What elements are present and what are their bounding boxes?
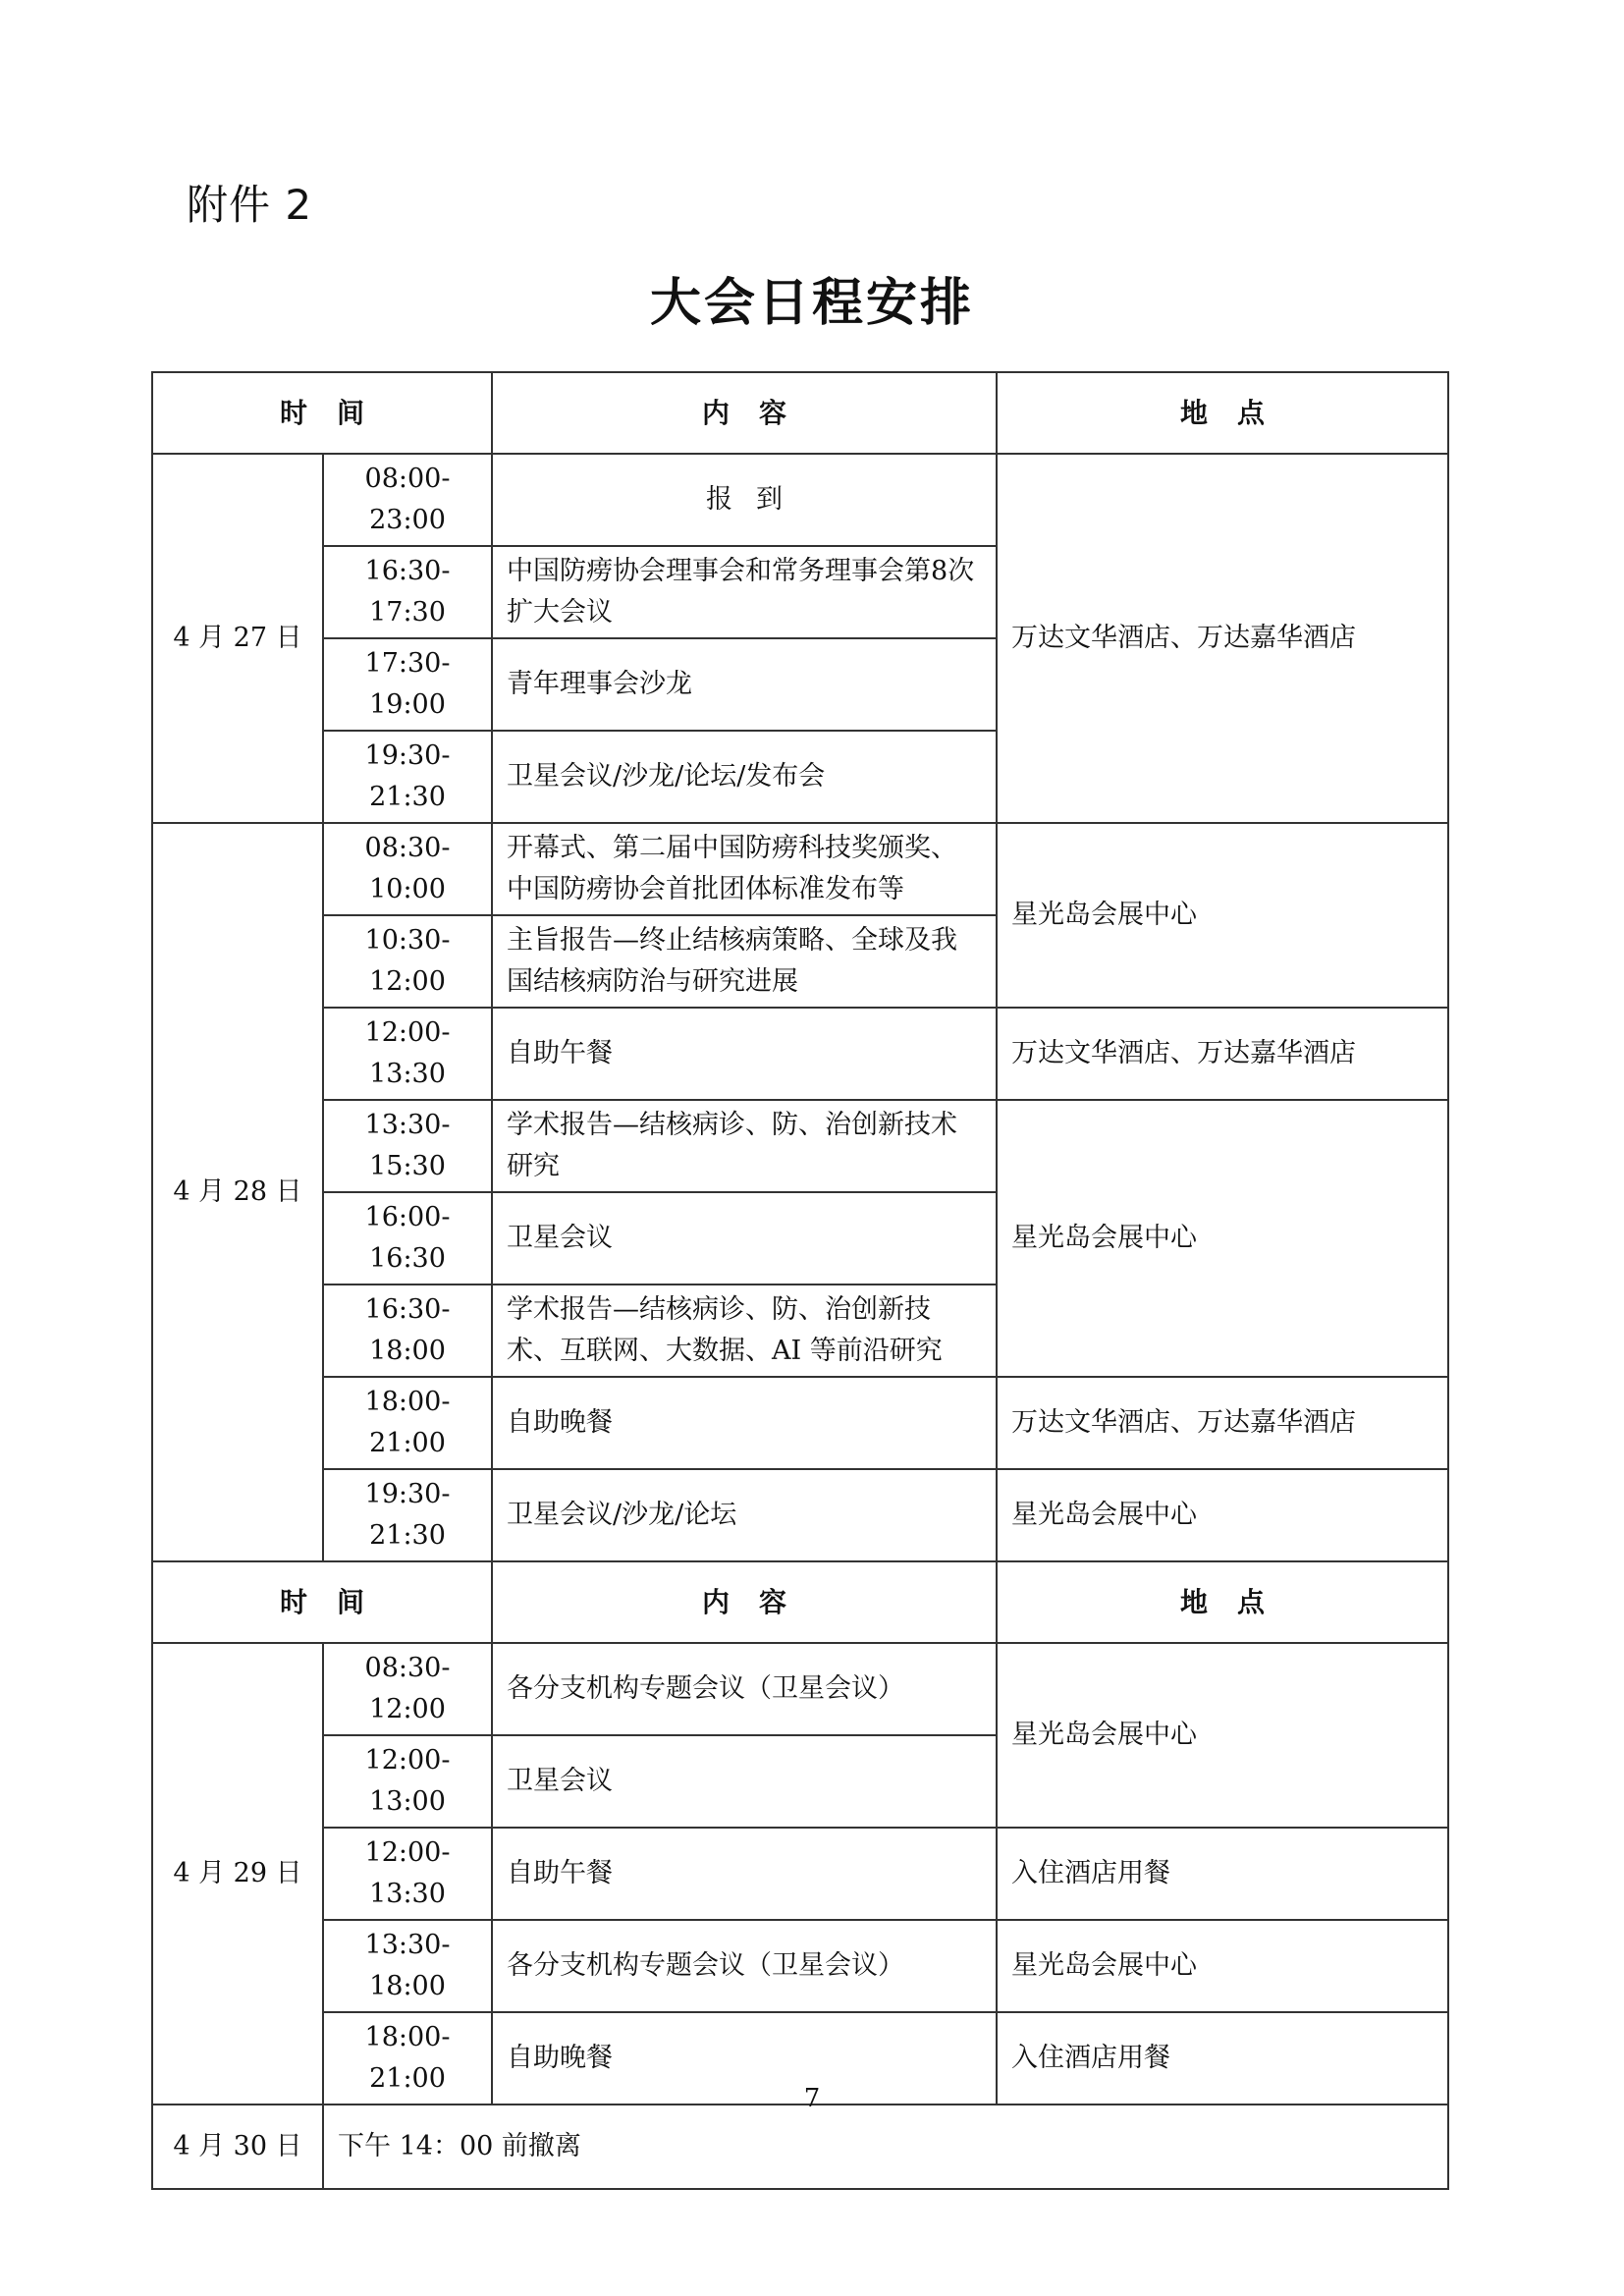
time-cell: 08:00-23:00	[323, 454, 492, 546]
time-cell: 12:00-13:30	[323, 1008, 492, 1100]
time-cell: 16:30-17:30	[323, 546, 492, 638]
header-content: 内容	[492, 1561, 997, 1643]
table-row	[152, 1377, 1448, 1469]
table-row	[152, 823, 1448, 915]
header-location: 地点	[997, 1561, 1448, 1643]
location-cell: 星光岛会展中心	[997, 1643, 1448, 1828]
attachment-label: 附件 2	[187, 181, 313, 229]
time-cell: 19:30-21:30	[323, 1469, 492, 1561]
table-row	[152, 1643, 1448, 1735]
content-cell: 开幕式、第二届中国防痨科技奖颁奖、中国防痨协会首批团体标准发布等	[492, 823, 997, 915]
content-cell: 卫星会议/沙龙/论坛	[492, 1469, 997, 1561]
location-cell: 星光岛会展中心	[997, 1469, 1448, 1561]
location-cell: 入住酒店用餐	[997, 1828, 1448, 1920]
date-cell: 4 月 29 日	[152, 1643, 323, 2105]
schedule-table	[151, 371, 1449, 2190]
content-cell: 学术报告—结核病诊、防、治创新技术研究	[492, 1100, 997, 1192]
document-title: 大会日程安排	[649, 274, 974, 333]
table-header-row	[152, 1561, 1448, 1643]
content-cell: 自助午餐	[492, 1828, 997, 1920]
content-cell: 卫星会议/沙龙/论坛/发布会	[492, 731, 997, 823]
date-cell: 4 月 28 日	[152, 823, 323, 1561]
location-cell: 万达文华酒店、万达嘉华酒店	[997, 454, 1448, 823]
time-cell: 16:30-18:00	[323, 1285, 492, 1377]
content-cell: 报到	[492, 454, 997, 546]
location-cell: 入住酒店用餐	[997, 2012, 1448, 2105]
date-cell: 4 月 30 日	[152, 2105, 323, 2189]
header-location: 地点	[997, 372, 1448, 454]
content-cell: 自助午餐	[492, 1008, 997, 1100]
table-row	[152, 1920, 1448, 2012]
content-cell: 自助晚餐	[492, 1377, 997, 1469]
time-cell: 10:30-12:00	[323, 915, 492, 1008]
content-cell: 各分支机构专题会议（卫星会议）	[492, 1643, 997, 1735]
time-cell: 12:00-13:30	[323, 1828, 492, 1920]
time-cell: 16:00-16:30	[323, 1192, 492, 1285]
time-cell: 08:30-12:00	[323, 1643, 492, 1735]
table-header-row	[152, 372, 1448, 454]
table-row	[152, 1469, 1448, 1561]
table-row	[152, 1008, 1448, 1100]
time-cell: 18:00-21:00	[323, 2012, 492, 2105]
location-cell: 万达文华酒店、万达嘉华酒店	[997, 1377, 1448, 1469]
date-cell: 4 月 27 日	[152, 454, 323, 823]
page-number: 7	[803, 2084, 821, 2113]
content-cell: 各分支机构专题会议（卫星会议）	[492, 1920, 997, 2012]
table-row	[152, 1100, 1448, 1192]
table-row	[152, 2105, 1448, 2189]
header-content: 内容	[492, 372, 997, 454]
time-cell: 17:30-19:00	[323, 638, 492, 731]
table-row	[152, 454, 1448, 546]
location-cell: 星光岛会展中心	[997, 823, 1448, 1008]
time-cell: 13:30-15:30	[323, 1100, 492, 1192]
time-cell: 19:30-21:30	[323, 731, 492, 823]
time-cell: 18:00-21:00	[323, 1377, 492, 1469]
content-cell: 卫星会议	[492, 1735, 997, 1828]
time-cell: 12:00-13:00	[323, 1735, 492, 1828]
content-cell: 自助晚餐	[492, 2012, 997, 2105]
content-cell: 卫星会议	[492, 1192, 997, 1285]
time-cell: 08:30-10:00	[323, 823, 492, 915]
header-time: 时间	[152, 372, 492, 454]
header-time: 时间	[152, 1561, 492, 1643]
table-row	[152, 1828, 1448, 1920]
departure-note: 下午 14：00 前撤离	[323, 2105, 1448, 2189]
content-cell: 青年理事会沙龙	[492, 638, 997, 731]
time-cell: 13:30-18:00	[323, 1920, 492, 2012]
content-cell: 主旨报告—终止结核病策略、全球及我国结核病防治与研究进展	[492, 915, 997, 1008]
content-cell: 学术报告—结核病诊、防、治创新技术、互联网、大数据、AI 等前沿研究	[492, 1285, 997, 1377]
location-cell: 星光岛会展中心	[997, 1100, 1448, 1377]
location-cell: 星光岛会展中心	[997, 1920, 1448, 2012]
location-cell: 万达文华酒店、万达嘉华酒店	[997, 1008, 1448, 1100]
content-cell: 中国防痨协会理事会和常务理事会第8次扩大会议	[492, 546, 997, 638]
